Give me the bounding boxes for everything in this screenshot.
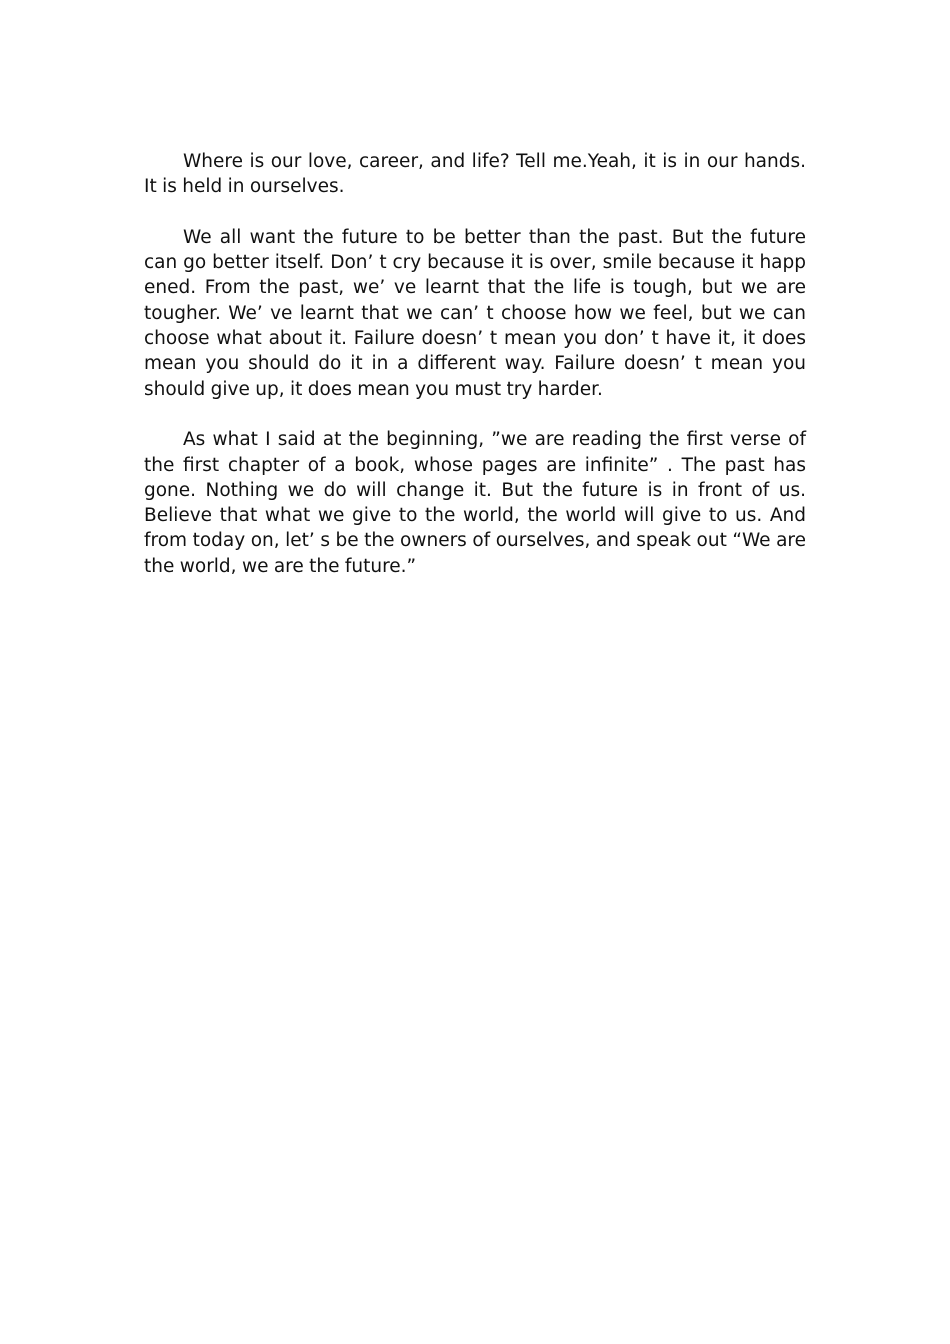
paragraph-1: Where is our love, career, and life? Tell me.Yeah, it is in our hands. It is held in ourselves. bbox=[144, 151, 812, 198]
paragraph-3: As what I said at the beginning, ”we are reading the first verse of the first chapter of a book, whose pages are infinite” . The past has gone. Nothing we do will change it. But the future is in front of us. Believe that what we give to the world, the world will give to us. And from today on, let’ s be the owners of ourselves, and speak out “We are the world, we are the future.” bbox=[144, 429, 812, 577]
document-body bbox=[144, 149, 812, 604]
paragraph-2: We all want the future to be better than the past. But the future can go better itself. Don’ t cry because it is over, smile because it happ ened. From the past, we’ ve learnt that the life is tough, but we are tougher. We’ ve learnt that we can’ t choose how we feel, but we can choose what about it. Failure doesn’ t mean you don’ t have it, it does mean you should do it in a different way. Failure doesn’ t mean you should give up, it does mean you must try harder. bbox=[144, 226, 812, 400]
